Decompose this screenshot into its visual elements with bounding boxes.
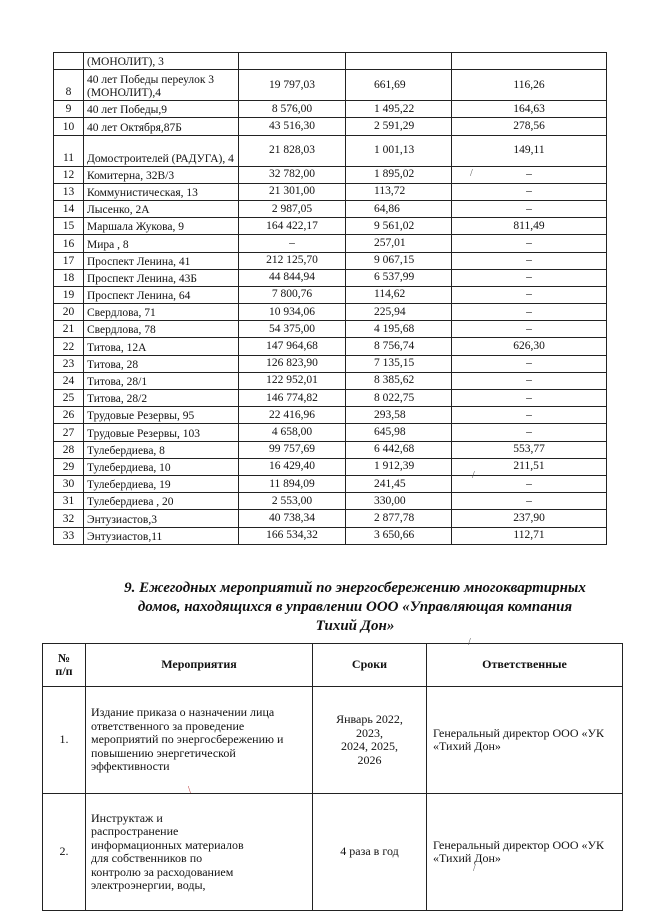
row-number: 12 (54, 166, 84, 183)
consumption-row (54, 372, 607, 389)
consumption-row (54, 101, 607, 118)
row-value-3: – (452, 407, 607, 424)
consumption-row (54, 527, 607, 544)
row-value-3: 211,51 (452, 458, 607, 475)
consumption-row (54, 441, 607, 458)
section-title-line1: 9. Ежегодных мероприятий по энергосбережению многоквартирных (124, 580, 586, 596)
consumption-row (54, 390, 607, 407)
row-address: Домостроителей (РАДУГА), 4 (84, 135, 239, 166)
row-value-3: – (452, 252, 607, 269)
row-address: Свердлова, 78 (84, 321, 239, 338)
row-number: 9 (54, 101, 84, 118)
row-number: 16 (54, 235, 84, 252)
consumption-row (54, 355, 607, 372)
consumption-row (54, 252, 607, 269)
row-number: 20 (54, 304, 84, 321)
consumption-row (54, 458, 607, 475)
row-value-2: 6 442,68 (346, 441, 452, 458)
pen-mark: \ (188, 785, 191, 796)
row-value-1: 11 894,09 (239, 475, 346, 492)
event-responsible: Генеральный директор ООО «УК «Тихий Дон» (427, 687, 623, 794)
consumption-row (54, 135, 607, 166)
consumption-row (54, 304, 607, 321)
row-value-3: – (452, 355, 607, 372)
consumption-row (54, 70, 607, 101)
row-number: 32 (54, 510, 84, 527)
row-value-1: 22 416,96 (239, 407, 346, 424)
row-number (54, 53, 84, 70)
row-value-2: 64,86 (346, 200, 452, 217)
row-value-3: – (452, 390, 607, 407)
row-value-2: 241,45 (346, 475, 452, 492)
row-number: 29 (54, 458, 84, 475)
row-number: 23 (54, 355, 84, 372)
row-value-3: 112,71 (452, 527, 607, 544)
row-address: Тулебердиева, 10 (84, 458, 239, 475)
consumption-row (54, 475, 607, 492)
row-value-2: 645,98 (346, 424, 452, 441)
row-value-2: 7 135,15 (346, 355, 452, 372)
row-value-3: 278,56 (452, 118, 607, 135)
row-address: Коммунистическая, 13 (84, 183, 239, 200)
header-event: Мероприятия (86, 644, 313, 687)
row-value-1: 16 429,40 (239, 458, 346, 475)
row-value-3: – (452, 183, 607, 200)
header-num: № п/п (43, 644, 86, 687)
event-description: Издание приказа о назначении лица ответственного за проведение мероприятий по энергосбережению и повышению энергетической эффективности (86, 687, 313, 794)
row-number: 33 (54, 527, 84, 544)
row-address: 40 лет Победы,9 (84, 101, 239, 118)
row-value-2: 6 537,99 (346, 269, 452, 286)
row-value-1: 44 844,94 (239, 269, 346, 286)
row-number: 21 (54, 321, 84, 338)
row-number: 31 (54, 493, 84, 510)
row-address: Трудовые Резервы, 103 (84, 424, 239, 441)
row-value-2: 661,69 (346, 70, 452, 101)
event-description: Инструктаж и распространение информационных материалов для собственников по контролю за расходованием электроэнергии, воды, (86, 794, 313, 911)
section-title (90, 579, 620, 636)
row-value-2: 225,94 (346, 304, 452, 321)
row-value-1: 146 774,82 (239, 390, 346, 407)
row-number: 24 (54, 372, 84, 389)
row-value-2: 330,00 (346, 493, 452, 510)
consumption-row (54, 424, 607, 441)
row-address: Маршала Жукова, 9 (84, 218, 239, 235)
pen-mark: / (472, 470, 475, 481)
row-address: 40 лет Октября,87Б (84, 118, 239, 135)
events-table-row (43, 687, 623, 794)
row-value-1: 19 797,03 (239, 70, 346, 101)
row-value-3: 553,77 (452, 441, 607, 458)
row-value-2: 9 067,15 (346, 252, 452, 269)
row-value-3: 626,30 (452, 338, 607, 355)
row-value-3: – (452, 269, 607, 286)
row-number: 13 (54, 183, 84, 200)
row-value-1: 32 782,00 (239, 166, 346, 183)
row-value-2: 9 561,02 (346, 218, 452, 235)
row-value-3: 811,49 (452, 218, 607, 235)
row-value-3: 237,90 (452, 510, 607, 527)
row-value-3: – (452, 493, 607, 510)
event-num: 1. (43, 687, 86, 794)
consumption-row (54, 338, 607, 355)
row-address: Энтузиастов,11 (84, 527, 239, 544)
row-number: 26 (54, 407, 84, 424)
row-address: Лысенко, 2А (84, 200, 239, 217)
consumption-row (54, 183, 607, 200)
row-value-2: 114,62 (346, 286, 452, 303)
row-address: 40 лет Победы переулок 3 (МОНОЛИТ),4 (84, 70, 239, 101)
row-value-1: 2 553,00 (239, 493, 346, 510)
row-value-1: 147 964,68 (239, 338, 346, 355)
event-terms: 4 раза в год (313, 794, 427, 911)
pen-mark: / (470, 168, 473, 179)
row-value-1: 164 422,17 (239, 218, 346, 235)
row-value-3 (452, 53, 607, 70)
row-address: Тулебердиева, 8 (84, 441, 239, 458)
row-value-1: 7 800,76 (239, 286, 346, 303)
row-value-2: 257,01 (346, 235, 452, 252)
row-address: Титова, 12А (84, 338, 239, 355)
row-value-2: 1 495,22 (346, 101, 452, 118)
consumption-row (54, 118, 607, 135)
section-title-line2: домов, находящихся в управлении ООО «Управляющая компания (137, 599, 573, 615)
event-responsible: Генеральный директор ООО «УК «Тихий Дон» (427, 794, 623, 911)
row-number: 10 (54, 118, 84, 135)
row-value-3: 164,63 (452, 101, 607, 118)
row-value-2: 293,58 (346, 407, 452, 424)
pen-mark: / (473, 863, 476, 874)
row-address: Титова, 28/2 (84, 390, 239, 407)
row-value-3: 149,11 (452, 135, 607, 166)
row-value-2: 1 895,02 (346, 166, 452, 183)
row-number: 11 (54, 135, 84, 166)
row-number: 19 (54, 286, 84, 303)
row-value-2: 1 001,13 (346, 135, 452, 166)
row-value-1: – (239, 235, 346, 252)
row-value-1: 212 125,70 (239, 252, 346, 269)
row-address: Мира , 8 (84, 235, 239, 252)
row-value-3: – (452, 200, 607, 217)
consumption-table (53, 52, 607, 545)
row-address: Трудовые Резервы, 95 (84, 407, 239, 424)
consumption-row (54, 269, 607, 286)
consumption-row (54, 235, 607, 252)
event-terms: Январь 2022, 2023, 2024, 2025, 2026 (313, 687, 427, 794)
row-value-1: 10 934,06 (239, 304, 346, 321)
row-value-1: 21 301,00 (239, 183, 346, 200)
row-address: Титова, 28/1 (84, 372, 239, 389)
row-number: 8 (54, 70, 84, 101)
row-address: Комитерна, 32В/3 (84, 166, 239, 183)
row-value-1: 8 576,00 (239, 101, 346, 118)
row-value-1: 40 738,34 (239, 510, 346, 527)
pen-mark: / (468, 637, 471, 648)
section-title-line3: Тихий Дон» (315, 618, 395, 634)
consumption-row (54, 407, 607, 424)
row-address: Тулебердиева , 20 (84, 493, 239, 510)
row-value-1: 54 375,00 (239, 321, 346, 338)
row-value-3: – (452, 424, 607, 441)
row-number: 17 (54, 252, 84, 269)
events-table-row (43, 794, 623, 911)
row-number: 27 (54, 424, 84, 441)
row-value-2: 113,72 (346, 183, 452, 200)
row-address: (МОНОЛИТ), 3 (84, 53, 239, 70)
row-value-2 (346, 53, 452, 70)
row-value-1: 2 987,05 (239, 200, 346, 217)
events-table (42, 643, 623, 911)
row-value-1: 166 534,32 (239, 527, 346, 544)
consumption-row (54, 200, 607, 217)
consumption-row (54, 321, 607, 338)
row-address: Проспект Ленина, 64 (84, 286, 239, 303)
row-value-3: 116,26 (452, 70, 607, 101)
consumption-row (54, 218, 607, 235)
row-address: Проспект Ленина, 43Б (84, 269, 239, 286)
row-value-3: – (452, 166, 607, 183)
row-address: Свердлова, 71 (84, 304, 239, 321)
row-value-1: 4 658,00 (239, 424, 346, 441)
row-value-1: 126 823,90 (239, 355, 346, 372)
row-value-3: – (452, 321, 607, 338)
row-value-3: – (452, 372, 607, 389)
row-value-2: 3 650,66 (346, 527, 452, 544)
row-value-1: 21 828,03 (239, 135, 346, 166)
consumption-row (54, 53, 607, 70)
row-value-3: – (452, 475, 607, 492)
row-number: 18 (54, 269, 84, 286)
consumption-row (54, 286, 607, 303)
row-number: 28 (54, 441, 84, 458)
row-value-2: 1 912,39 (346, 458, 452, 475)
row-value-2: 8 022,75 (346, 390, 452, 407)
row-value-2: 8 756,74 (346, 338, 452, 355)
event-num: 2. (43, 794, 86, 911)
row-address: Титова, 28 (84, 355, 239, 372)
row-value-1: 99 757,69 (239, 441, 346, 458)
row-value-1: 43 516,30 (239, 118, 346, 135)
row-number: 30 (54, 475, 84, 492)
row-value-1: 122 952,01 (239, 372, 346, 389)
row-number: 14 (54, 200, 84, 217)
consumption-table-body (54, 53, 607, 545)
row-number: 25 (54, 390, 84, 407)
consumption-row (54, 510, 607, 527)
row-value-2: 4 195,68 (346, 321, 452, 338)
row-number: 22 (54, 338, 84, 355)
row-value-3: – (452, 304, 607, 321)
row-address: Тулебердиева, 19 (84, 475, 239, 492)
consumption-row (54, 493, 607, 510)
events-table-header-row (43, 644, 623, 687)
row-value-2: 2 877,78 (346, 510, 452, 527)
consumption-row (54, 166, 607, 183)
header-responsible: Ответственные (427, 644, 623, 687)
row-address: Проспект Ленина, 41 (84, 252, 239, 269)
row-value-1 (239, 53, 346, 70)
row-value-2: 2 591,29 (346, 118, 452, 135)
row-value-3: – (452, 235, 607, 252)
row-value-2: 8 385,62 (346, 372, 452, 389)
row-number: 15 (54, 218, 84, 235)
row-value-3: – (452, 286, 607, 303)
header-terms: Сроки (313, 644, 427, 687)
row-address: Энтузиастов,3 (84, 510, 239, 527)
